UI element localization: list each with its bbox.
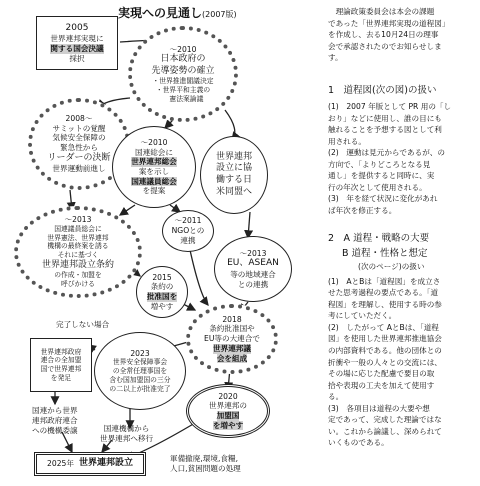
footer-note-line: 軍備撤廃,環境,食糧, (170, 454, 238, 463)
section-2-line: 拾や表現の工夫を加えて使用す (328, 380, 435, 390)
section-2-line: (2) したがって AとBは、「道程 (328, 322, 439, 332)
section-2-line: い。これから論議し、深められて (328, 426, 442, 436)
arrow-2011-to-2018 (190, 250, 208, 305)
text-global-issues (170, 454, 241, 474)
node-2020-member-states (186, 384, 270, 438)
section-2-line: る。 (328, 392, 344, 402)
node-2013b-line: との連携 (237, 279, 269, 289)
node-2010-line: ・世界推進閣議決定 (152, 77, 214, 86)
incomplete-label-text: 完了しない場合 (56, 320, 110, 329)
intro-line: 会で承認されたのでお知らせしま (328, 41, 442, 51)
text-un-transfer (32, 406, 78, 436)
node-left1-line: 国で世界連邦 (40, 365, 82, 373)
node-2008-line: サミットの覚醒 (52, 123, 106, 133)
node-2023-year: 2023 (130, 348, 150, 358)
node-2023-line: の二以上が批准完了 (109, 384, 171, 393)
node-2018-line-highlight: 世界連邦議 (213, 343, 251, 353)
footer-note-line: 人口,貧困問題の処理 (170, 463, 241, 473)
section-2-title: 2 A 道程・戦略の大要 (328, 233, 430, 245)
node-2013a-line: 世界憲法、世界連邦 (47, 233, 109, 242)
section-2-line: 考にしていただく。 (328, 311, 397, 321)
node-2023-ratification-complete (94, 332, 186, 410)
node-2005-line: 世界連邦実現に (50, 34, 104, 44)
node-2015-line: 増やす (150, 301, 174, 311)
section-1-line: 用される。 (328, 136, 366, 146)
intro-line: 理論政策委員会は本会の課題 (328, 7, 435, 16)
section-1-line: 触れることを予想する図として利 (328, 125, 442, 135)
intro-line: であった「世界連邦実現の道程図」 (328, 18, 450, 28)
node-2010-un-assembly (112, 126, 196, 208)
section-1-title: 1 道程図(次の図)の扱い (328, 84, 437, 96)
right-panel-intro (328, 6, 476, 64)
node-2013a-line: 機構の最終案を誘る (47, 242, 109, 251)
node-2018-line: EU等の大連合で (204, 334, 260, 344)
section-2-line: (1) AとBは「道程図」を成立さ (328, 276, 441, 286)
node-left3-line: 国連機構から (103, 424, 150, 433)
section-2-line: 定であって、完成した理論ではな (328, 415, 442, 425)
section-2-line: の内部資料である。他の団体との (328, 346, 442, 355)
intro-line: す。 (328, 53, 343, 63)
section-1-line: 通し」を提供すると同時に、実 (328, 171, 435, 181)
section-2-subtitle: B 道程・性格と想定 (342, 247, 428, 259)
node-2025-label: 世界連邦設立 (78, 458, 133, 469)
node-2010b-year: ～2010 (140, 137, 168, 147)
section-2-line: 図」を使用した世界連邦推進協会 (328, 334, 442, 344)
section-2-body (328, 276, 476, 449)
node-2013b-line: EU、ASEAN (227, 258, 279, 269)
node-2011-ngo (162, 210, 214, 252)
node-2018-year: 2018 (222, 314, 242, 324)
node-2020-year: 2020 (218, 391, 238, 401)
arrow-asia-to-2013b (248, 212, 250, 238)
section-2-line: (3) 各項目は道程の大要や想 (328, 403, 430, 413)
node-left1-line: を発足 (50, 373, 72, 382)
node-2011-line: 連携 (180, 235, 196, 245)
node-alliance-line: 設立に協 (215, 163, 252, 174)
node-2015-ratifications (136, 266, 188, 318)
node-left2-line: への機構委譲 (32, 425, 78, 435)
node-2013a-line: 呼びかける (61, 279, 95, 288)
section-1-line: (1) 2007 年版として PR 用の「し (328, 102, 452, 112)
node-alliance-line: 働する日 (215, 175, 252, 185)
right-panel (328, 6, 476, 449)
section-1-line: 方向で、「よりどころとなる見 (328, 159, 431, 169)
section-2-line: いくものである。 (328, 438, 389, 448)
node-2008-line: 気候安全保障の (52, 133, 106, 143)
section-2-line: 折衝や一般の人々との交流には、 (328, 357, 442, 367)
title-text: 実現への見通し (118, 6, 203, 20)
node-2010-line: 先導姿勢の確立 (151, 65, 215, 76)
intro-line: を作成し、去る10月24日の理事 (328, 30, 439, 40)
node-2015-line: 条約の (150, 282, 174, 292)
node-alliance-line: 世界連邦 (215, 151, 252, 162)
node-left2-line: 国連から世界 (32, 406, 78, 415)
node-2010-year: ～2010 (169, 44, 197, 54)
node-2011-line: NGOとの (171, 226, 205, 236)
node-left-federation-launch (30, 338, 92, 392)
node-2013a-year: ～2013 (64, 215, 92, 225)
node-2005-line: 採択 (69, 53, 85, 63)
section-1-line: (3) 年を経て状況に変化があれ (328, 194, 438, 204)
node-2010-japan-leadership (128, 26, 238, 122)
node-2013a-line: 世界連邦設立条約 (41, 259, 114, 270)
section-1-line: ば年次を修正する。 (328, 205, 397, 215)
node-left2-line: 連邦政府連合 (32, 415, 78, 425)
title-note: (2007版) (202, 10, 237, 19)
node-2013a-line: 国連議員総会に (54, 225, 102, 234)
node-2023-line: の全常任理事国を (112, 367, 168, 376)
node-2020-line-highlight: を増やす (212, 420, 244, 430)
text-un-to-federation (100, 424, 153, 444)
node-2013a-line: それに基づく (57, 251, 99, 260)
node-2015-line-highlight: 批准国を (146, 292, 178, 301)
node-2005-diet-resolution (36, 16, 118, 70)
node-2010b-line: を提案 (142, 186, 166, 196)
node-alliance-line: 米同盟へ (215, 186, 252, 197)
section-1-line: 行の年次として使用される。 (328, 182, 427, 192)
section-1-line: おり」などに使用し、誰の目にも (328, 113, 442, 123)
node-2010-line: 憲法案論議 (162, 94, 204, 103)
node-2020-line: 世界連邦の (209, 401, 247, 411)
node-2013-regional-unions (214, 236, 292, 302)
section-2-line: 程図」を理解し、使用する時の参 (328, 299, 442, 309)
node-left1-line: 連合の全加盟 (40, 356, 82, 365)
node-2010b-line: 国連総会に (135, 147, 173, 157)
section-1-body (328, 101, 476, 216)
node-2008-line: 緊急性から (60, 143, 98, 153)
node-2018-line-highlight: 会を組成 (216, 353, 248, 363)
node-2025-federation-established (34, 452, 146, 476)
arrow-2010b-to-2013a (120, 205, 135, 215)
label-if-not-complete (56, 320, 109, 330)
node-2015-year: 2015 (152, 272, 172, 282)
node-2008-year: 2008～ (65, 113, 93, 123)
node-2011-year: ～2011 (174, 216, 202, 226)
node-2025-year: 2025年 (47, 459, 74, 469)
section-2-subtitle-note: (次のページ)の扱い (358, 262, 425, 272)
node-2023-line: 世界安全保障事会 (112, 358, 168, 367)
node-2005-line-highlight: 関する国会決議 (50, 43, 104, 53)
node-2010-line: 日本政府の (160, 54, 206, 65)
section-1-line: (2) 運動は見元からであるが、の (328, 148, 445, 158)
node-2010b-line-highlight: 国連議員総会 (131, 176, 177, 186)
node-2008-line: 世界運動前進し (52, 164, 106, 174)
node-left1-line: 世界連邦政府 (40, 347, 82, 356)
node-2018-line: 条約批准国や (209, 324, 255, 334)
section-2-line: その場に応じた配慮で要目の取 (328, 369, 435, 379)
node-2020-line-highlight: 加盟国 (216, 411, 240, 420)
node-left3-line: 世界連邦へ移行 (100, 433, 154, 443)
section-2-line: せた思考過程の要点である。「道 (328, 288, 439, 298)
node-japan-us-alliance (200, 136, 268, 214)
node-2018-federation-parliament (186, 304, 278, 374)
node-2013b-year: ～2013 (239, 248, 267, 258)
node-2013a-line: の作成・加盟を (54, 271, 102, 280)
node-2013b-line: 等の地域連合 (230, 269, 276, 279)
node-2010-line: ・世界平和主義の (155, 86, 211, 95)
node-2023-line: 含む国加盟国の三分 (109, 375, 171, 384)
node-2010b-line-highlight: 世界連邦総会 (131, 157, 177, 167)
node-2013-world-federation-treaty (14, 206, 142, 298)
node-2008-line: リーダーの決断 (47, 152, 111, 163)
node-2010b-line: 案を示し (138, 167, 170, 176)
node-2005-year: 2005 (65, 22, 89, 33)
